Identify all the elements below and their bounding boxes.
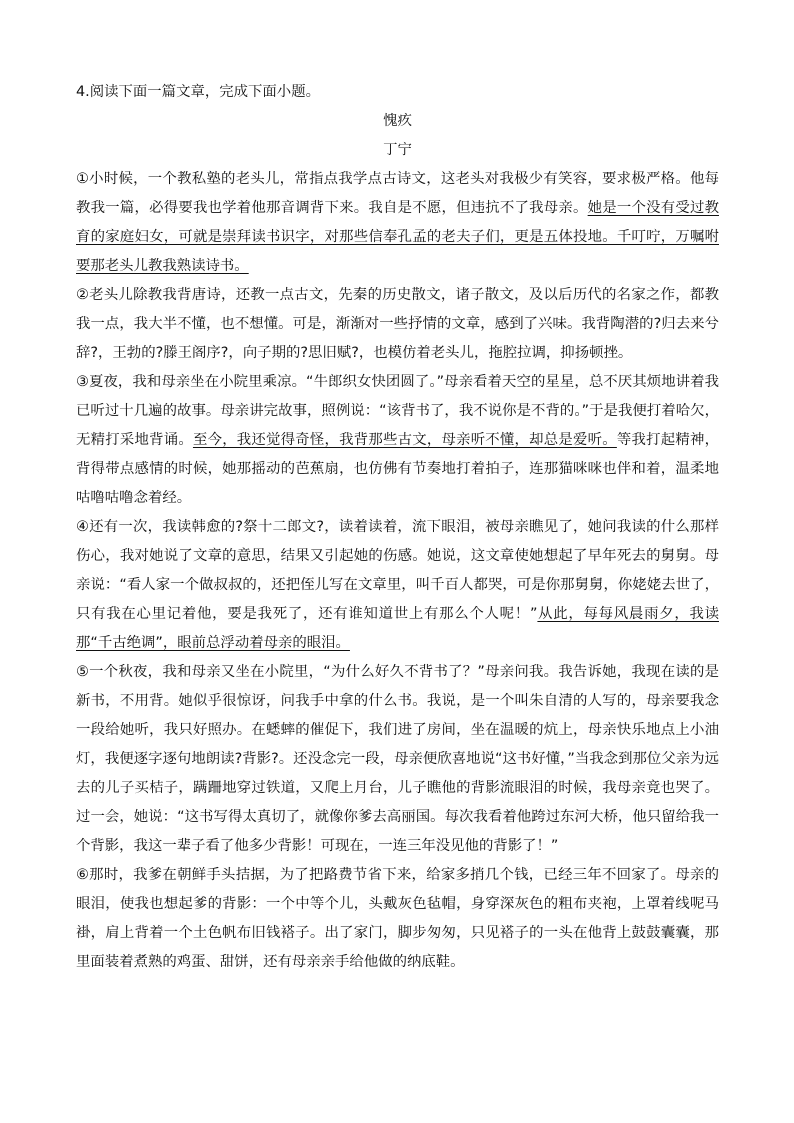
text-segment: ④还有一次，我读韩愈的?祭十二郎文?，读着读着，流下眼泪，被母亲瞧见了，她问我读的什么那样伤心，我对她说了文章的意思，结果又引起她的伤感。她说，这文章使她想起了早年死去的舅舅。母亲说：“看人家一个做叔叔的，还把侄儿写在文章里，叫千百人都哭，可是你那舅舅，你姥姥去世了，只有我在心里记着他，要是我死了，还有谁知道世上有那么个人呢！” — [76, 519, 719, 622]
paragraph-3 — [76, 368, 719, 513]
paragraph-2 — [76, 281, 719, 368]
text-segment: ⑤一个秋夜，我和母亲又坐在小院里，“为什么好久不背书了？”母亲问我。我告诉她，我现在读的是新书，不用背。她似乎很惊讶，问我手中拿的什么书。我说，是一个叫朱自清的人写的，母亲要我念一段给她听，我只好照办。在蟋蟀的催促下，我们进了房间，坐在温暖的炕上，母亲快乐地点上小油灯，我便逐字逐句地朗读?背影?。还没念完一段，母亲便欣喜地说“这书好懂，”当我念到那位父亲为远去的儿子买桔子，蹒跚地穿过铁道，又爬上月台，儿子瞧他的背影流眼泪的时候，我母亲竟也哭了。过一会，她说：“这书写得太真切了，就像你爹去高丽国。每次我看着他跨过东河大桥，他只留给我一个背影，我这一辈子看了他多少背影！可现在，一连三年没见他的背影了！” — [76, 664, 719, 854]
text-segment: ②老头儿除教我背唐诗，还教一点古文，先秦的历史散文，诸子散文，及以后历代的名家之作，都教我一点，我大半不懂，也不想懂。可是，渐渐对一些抒情的文章，感到了兴味。我背陶潜的?归去来兮辞?，王勃的?滕王阁序?，向子期的?思旧赋?，也模仿着老头儿，拖腔拉调，抑扬顿挫。 — [76, 287, 719, 361]
text-segment: ③夏夜，我和母亲坐在小院里乘凉。“牛郎织女快团圆了。”母亲看着天空的星星，总不厌其烦地讲着我已听过十几遍的故事。母亲讲完故事，照例说：“该背书了，我不说你是不背的。”于是我便打着哈欠，无精打采地背诵。 — [76, 374, 719, 448]
underlined-sentence: 至今，我还觉得奇怪，我背那些古文，母亲听不懂，却总是爱听。 — [192, 432, 617, 448]
text-segment: ①小时候，一个教私塾的老头儿，常指点我学点古诗文，这老头对我极少有笑容，要求极严格。他每教我一篇，必得要我也学着他那音调背下来。我自是不愿，但违抗不了我母亲。 — [76, 171, 719, 216]
document-page — [76, 78, 719, 977]
article-title: 愧疚 — [383, 113, 412, 129]
underlined-sentence: 她是一个没有受过教育的家庭妇女，可就是崇拜读书识字，对那些信奉孔孟的老夫子们，更是五体投地。千叮咛，万嘱咐要那老头儿教我熟读诗书。 — [76, 200, 719, 274]
article-author: 丁宁 — [383, 142, 412, 158]
underlined-sentence: 从此，每每风晨雨夕，我读那“千古绝调”，眼前总浮动着母亲的眼泪。 — [76, 606, 719, 651]
text-segment: 等我打起精神，背得带点感情的时候，她那摇动的芭蕉扇，也仿佛有节奏地打着拍子，连那猫咪咪也伴和着，温柔地咕噜咕噜念着经。 — [76, 432, 719, 506]
question-prompt: 4.阅读下面一篇文章，完成下面小题。 — [76, 84, 320, 100]
paragraph-1 — [76, 165, 719, 281]
paragraph-5 — [76, 658, 719, 861]
text-segment: ⑥那时，我爹在朝鲜手头拮据，为了把路费节省下来，给家多捎几个钱，已经三年不回家了。母亲的眼泪，使我也想起爹的背影：一个中等个儿，头戴灰色毡帽，身穿深灰色的粗布夹袍，上罩着线呢马褂，肩上背着一个土色帆布旧钱褡子。出了家门，脚步匆匆，只见褡子的一头在他背上鼓鼓囊囊，那里面装着煮熟的鸡蛋、甜饼，还有母亲亲手给他做的纳底鞋。 — [76, 867, 719, 970]
paragraph-6 — [76, 861, 719, 977]
paragraph-4 — [76, 513, 719, 658]
